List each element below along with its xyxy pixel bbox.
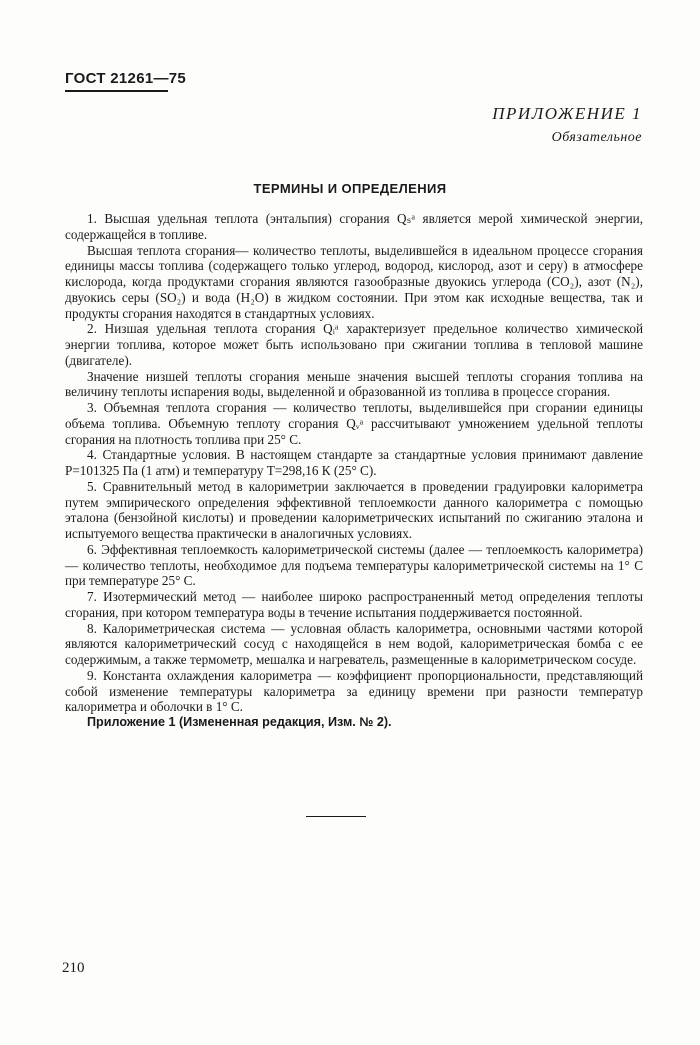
paragraph: 3. Объемная теплота сгорания — количество теплоты, выделившейся при сгорании единицы объема топлива. Объемную теплоту сгорания Qᵥᵃ рассчитывают умножением удельной теплоты сгорания на плотность топлива при 25° С. — [65, 400, 643, 447]
paragraph: 7. Изотермический метод — наиболее широко распространенный метод определения теплоты сгорания, при котором температура воды в течение испытания поддерживается постоянной. — [65, 589, 643, 620]
paragraph: 1. Высшая удельная теплота (энтальпия) сгорания Qₛᵃ является мерой химической энергии, содержащейся в топливе. — [65, 211, 643, 242]
paragraph: 5. Сравнительный метод в калориметрии заключается в проведении градуировки калориметра путем эмпирического определения эффективной теплоемкости данного калориметра с помощью эталона (бензойной кислоты) и проведении калориметрических испытаний по сжиганию эталона и испытуемого вещества практически в аналогичных условиях. — [65, 478, 643, 541]
section-title: ТЕРМИНЫ И ОПРЕДЕЛЕНИЯ — [253, 181, 447, 196]
paragraph: Высшая теплота сгорания— количество теплоты, выделившейся в идеальном процессе сгорания единицы массы топлива (содержащего только углерод, водород, кислород, азот и серу) в атмосфере кислорода, когда продуктами сгорания являются газообразные двуокись углерода (CO₂), азот (N₂), двуокись серы (SO₂) и вода (H₂O) в жидком состоянии. При этом как исходные вещества, так и продукты сгорания находятся в стандартных условиях. — [65, 242, 643, 321]
appendix-title: ПРИЛОЖЕНИЕ 1 — [492, 104, 642, 123]
page-number: 210 — [62, 960, 85, 976]
paragraph: 6. Эффективная теплоемкость калориметрической системы (далее — теплоемкость калориметра) — количество теплоты, необходимое для подъема температуры калориметрической системы на 1° С при температуре 25° С. — [65, 541, 643, 589]
paragraph: Значение низшей теплоты сгорания меньше значения высшей теплоты сгорания топлива на величину теплоты испарения воды, выделенной и образованной из топлива в процессе сгорания. — [65, 368, 643, 400]
header-underline — [65, 90, 168, 92]
end-divider — [306, 816, 366, 817]
paragraph: 9. Константа охлаждения калориметра — коэффициент пропорциональности, представляющий собой изменение температуры калориметра за единицу времени при разности температур калориметра и оболочки в 1° С. — [65, 667, 643, 715]
appendix-label — [492, 104, 642, 146]
appendix-status: Обязательное — [551, 130, 642, 145]
amendment-note: Приложение 1 (Измененная редакция, Изм. № 2). — [87, 715, 392, 729]
paragraph: 2. Низшая удельная теплота сгорания Qᵢᵃ характеризует предельное количество химической энергии топлива, которое может быть использовано при сжигании топлива в тепловой машине (двигателе). — [65, 321, 643, 368]
standard-designation: ГОСТ 21261—75 — [65, 70, 187, 87]
paragraph: 4. Стандартные условия. В настоящем стандарте за стандартные условия принимают давление P=101325 Па (1 атм) и температуру T=298,16 К (25° С). — [65, 447, 643, 478]
definitions-body — [65, 211, 643, 731]
paragraph: 8. Калориметрическая система — условная область калориметра, основными частями которой являются калориметрический сосуд с находящейся в нем водой, калориметрическая бомба с ее содержимым, а также термометр, мешалка и нагреватель, размещенные в калориметрическом сосуде. — [65, 620, 643, 667]
